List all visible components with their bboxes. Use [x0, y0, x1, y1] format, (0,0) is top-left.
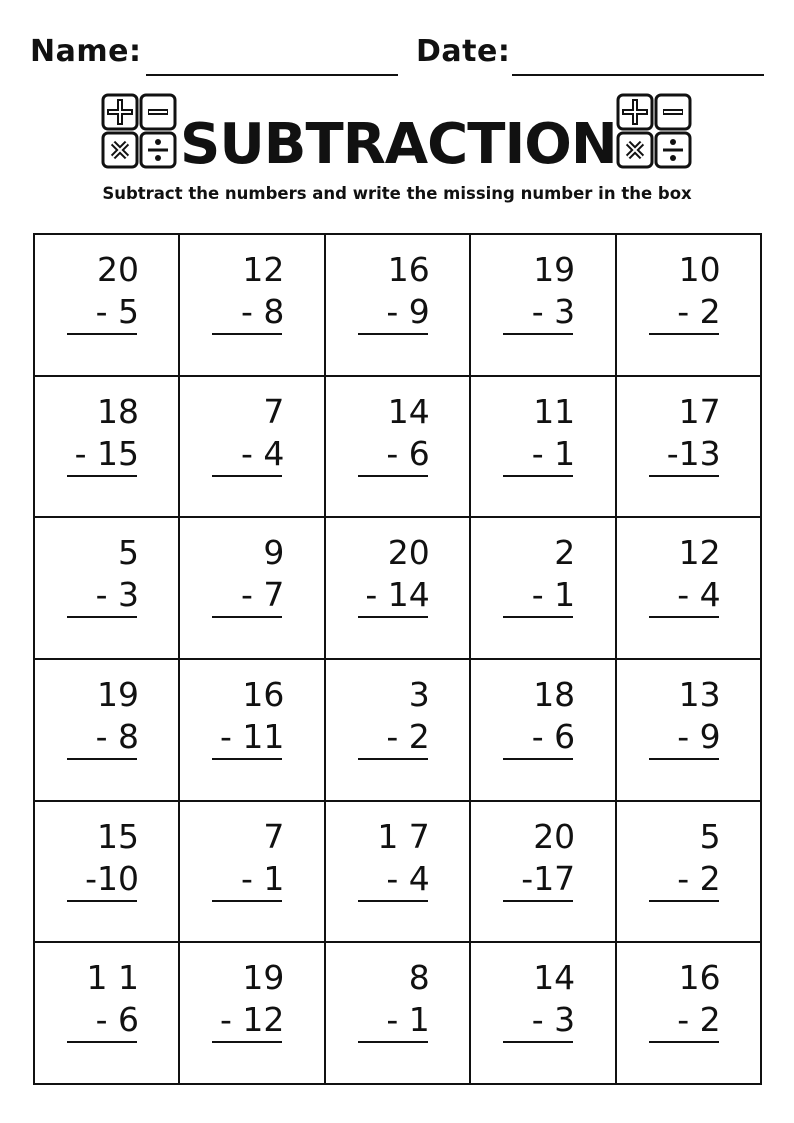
problem-cell[interactable] — [471, 235, 616, 377]
answer-line — [212, 616, 282, 618]
page-title: SUBTRACTION — [180, 112, 617, 177]
minuend: 20 — [387, 533, 430, 573]
problem-cell[interactable] — [326, 802, 471, 944]
subtrahend: - 1 — [531, 575, 576, 615]
subtrahend: - 2 — [677, 858, 721, 898]
answer-line — [212, 758, 282, 760]
answer-line — [212, 1041, 282, 1043]
subtrahend: - 5 — [95, 292, 139, 331]
subtrahend: - 9 — [386, 292, 430, 331]
subtrahend: - 1 — [386, 1000, 430, 1040]
problem-cell[interactable] — [471, 943, 616, 1085]
subtrahend: - 6 — [95, 1000, 139, 1040]
problem-cell[interactable] — [35, 377, 180, 519]
minuend: 15 — [97, 816, 139, 856]
problem-cell[interactable] — [617, 660, 762, 802]
problem-cell[interactable] — [617, 235, 762, 377]
answer-line — [358, 333, 428, 335]
problem-cell[interactable] — [617, 518, 762, 660]
problem-cell[interactable] — [180, 943, 325, 1085]
problem-cell[interactable] — [326, 377, 471, 519]
name-field[interactable] — [146, 74, 398, 76]
problem-cell[interactable] — [35, 802, 180, 944]
answer-line — [503, 900, 573, 902]
problem-cell[interactable] — [35, 660, 180, 802]
subtrahend: - 2 — [677, 1000, 721, 1040]
problem-cell[interactable] — [180, 660, 325, 802]
minuend: 9 — [263, 533, 285, 573]
problem-cell[interactable] — [617, 802, 762, 944]
answer-line — [67, 1041, 137, 1043]
answer-line — [649, 758, 719, 760]
minuend: 13 — [678, 675, 721, 714]
answer-line — [358, 1041, 428, 1043]
answer-line — [67, 900, 137, 902]
minuend: 12 — [242, 250, 285, 289]
problem-cell[interactable] — [617, 943, 762, 1085]
minuend: 20 — [97, 250, 139, 289]
answer-line — [358, 616, 428, 618]
minuend: 19 — [242, 958, 285, 998]
answer-line — [358, 758, 428, 760]
problem-cell[interactable] — [471, 660, 616, 802]
answer-line — [503, 758, 573, 760]
minuend: 19 — [533, 250, 576, 289]
subtrahend: - 6 — [386, 433, 430, 473]
subtrahend: - 2 — [677, 292, 721, 331]
answer-line — [212, 900, 282, 902]
minuend: 10 — [678, 250, 721, 289]
subtrahend: - 4 — [240, 433, 285, 473]
minuend: 7 — [263, 816, 285, 856]
subtrahend: - 4 — [386, 858, 430, 898]
answer-line — [67, 758, 137, 760]
answer-line — [503, 1041, 573, 1043]
subtrahend: - 8 — [95, 717, 139, 756]
minuend: 16 — [387, 250, 430, 289]
minuend: 18 — [97, 391, 139, 431]
answer-line — [67, 475, 137, 477]
minuend: 11 — [533, 391, 576, 431]
answer-line — [649, 475, 719, 477]
problem-cell[interactable] — [180, 377, 325, 519]
minuend: 8 — [408, 958, 430, 998]
answer-line — [649, 900, 719, 902]
minuend: 2 — [554, 533, 576, 573]
answer-line — [212, 333, 282, 335]
problem-cell[interactable] — [326, 660, 471, 802]
problem-cell[interactable] — [326, 943, 471, 1085]
math-operations-icon — [100, 92, 178, 170]
subtrahend: - 1 — [240, 858, 285, 898]
minuend: 1 7 — [377, 816, 430, 856]
answer-line — [67, 616, 137, 618]
minuend: 17 — [678, 391, 721, 431]
problem-grid — [33, 233, 762, 1085]
answer-line — [649, 333, 719, 335]
minuend: 14 — [533, 958, 576, 998]
minuend: 12 — [678, 533, 721, 573]
subtrahend: - 3 — [95, 575, 139, 615]
subtrahend: -17 — [521, 858, 576, 898]
problem-cell[interactable] — [471, 377, 616, 519]
subtrahend: - 3 — [531, 292, 576, 331]
problem-cell[interactable] — [326, 518, 471, 660]
problem-cell[interactable] — [180, 235, 325, 377]
minuend: 20 — [533, 816, 576, 856]
problem-cell[interactable] — [617, 377, 762, 519]
minuend: 19 — [97, 675, 139, 714]
minuend: 14 — [387, 391, 430, 431]
subtrahend: - 9 — [677, 717, 721, 756]
minuend: 5 — [699, 816, 721, 856]
date-field[interactable] — [512, 74, 764, 76]
answer-line — [67, 333, 137, 335]
minuend: 18 — [533, 675, 576, 714]
subtrahend: -13 — [666, 433, 721, 473]
subtrahend: - 15 — [74, 433, 139, 473]
answer-line — [503, 333, 573, 335]
problem-cell[interactable] — [326, 235, 471, 377]
answer-line — [358, 900, 428, 902]
math-operations-icon — [615, 92, 693, 170]
subtrahend: - 2 — [386, 717, 430, 756]
answer-line — [503, 616, 573, 618]
instructions: Subtract the numbers and write the missing number in the box — [102, 184, 692, 203]
subtrahend: - 4 — [677, 575, 721, 615]
subtrahend: - 8 — [240, 292, 285, 331]
answer-line — [212, 475, 282, 477]
answer-line — [649, 616, 719, 618]
subtrahend: - 1 — [531, 433, 576, 473]
subtrahend: - 7 — [240, 575, 285, 615]
answer-line — [358, 475, 428, 477]
subtrahend: - 14 — [365, 575, 430, 615]
problem-cell[interactable] — [471, 518, 616, 660]
problem-cell[interactable] — [35, 943, 180, 1085]
problem-cell[interactable] — [180, 518, 325, 660]
subtrahend: - 3 — [531, 1000, 576, 1040]
subtrahend: - 11 — [220, 717, 285, 756]
subtrahend: - 12 — [220, 1000, 285, 1040]
minuend: 5 — [118, 533, 139, 573]
problem-cell[interactable] — [35, 235, 180, 377]
answer-line — [503, 475, 573, 477]
minuend: 7 — [263, 391, 285, 431]
minuend: 3 — [408, 675, 430, 714]
subtrahend: -10 — [85, 858, 139, 898]
problem-cell[interactable] — [180, 802, 325, 944]
subtrahend: - 6 — [531, 717, 576, 756]
problem-cell[interactable] — [35, 518, 180, 660]
name-label: Name: — [30, 34, 142, 69]
minuend: 16 — [678, 958, 721, 998]
date-label: Date: — [416, 34, 511, 69]
minuend: 16 — [242, 675, 285, 714]
answer-line — [649, 1041, 719, 1043]
problem-cell[interactable] — [471, 802, 616, 944]
minuend: 1 1 — [86, 958, 139, 998]
